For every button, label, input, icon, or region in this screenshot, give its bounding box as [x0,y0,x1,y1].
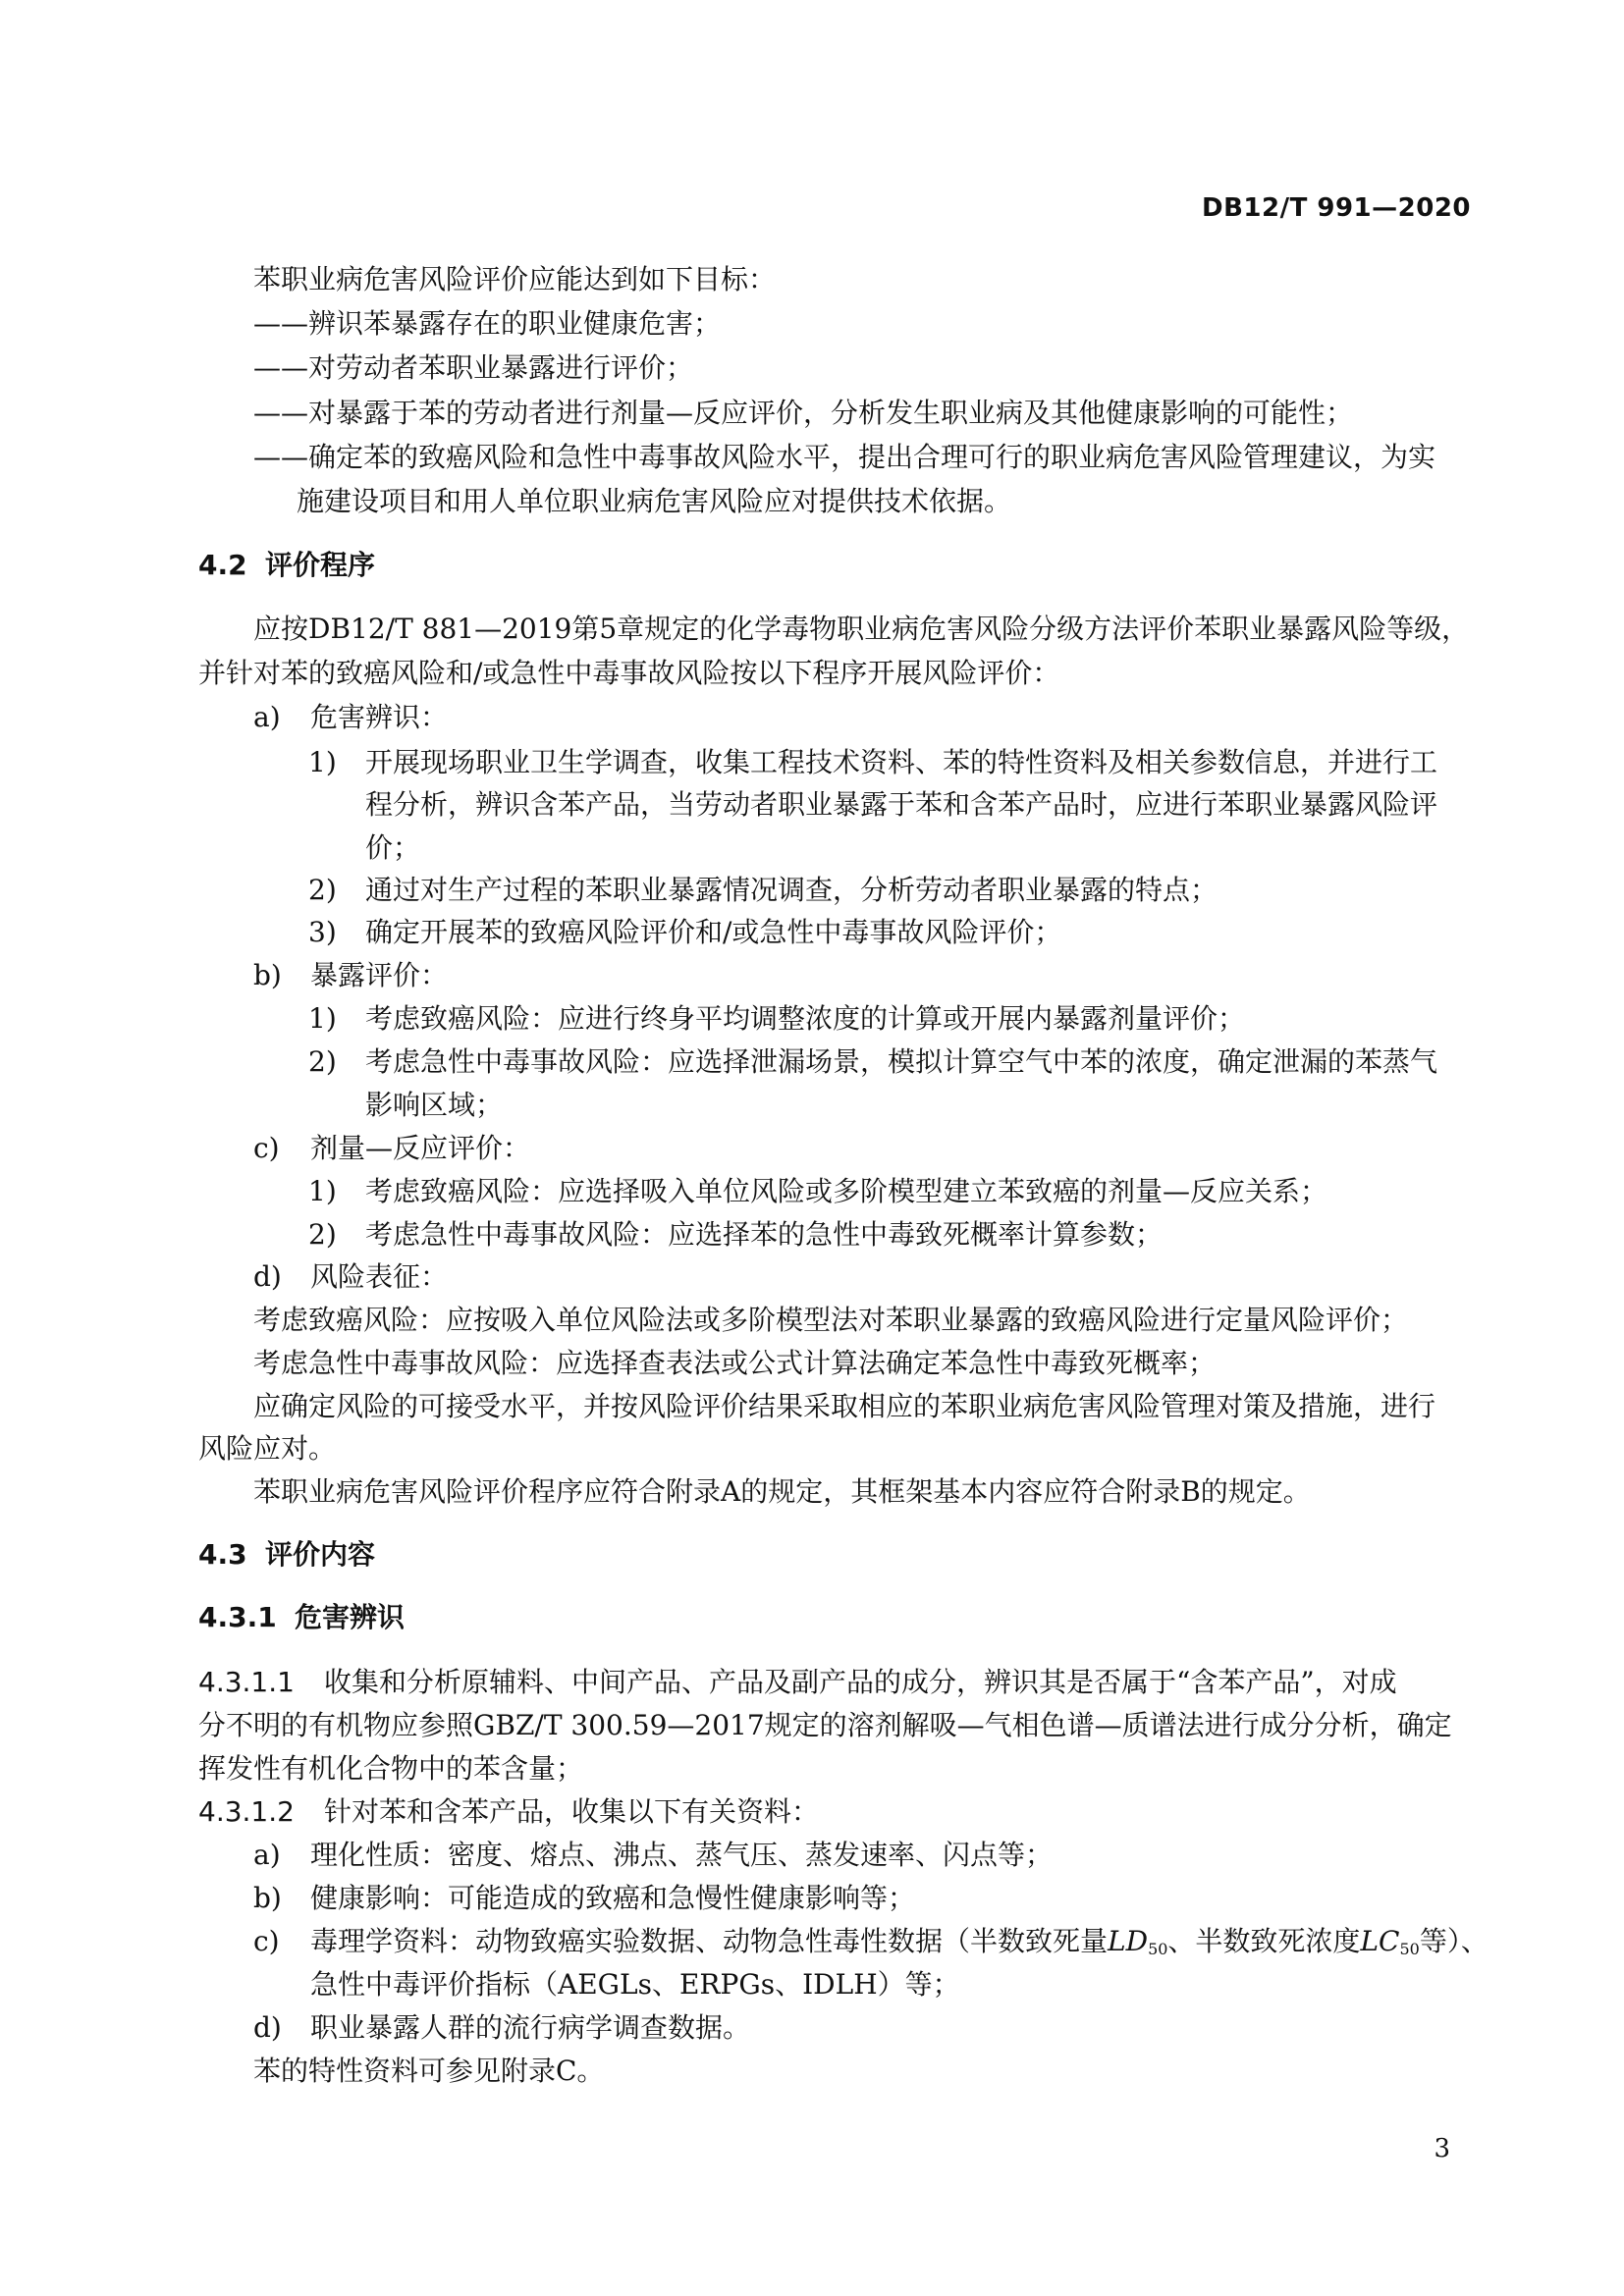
risk-paragraph-2: 考虑急性中毒事故风险：应选择查表法或公式计算法确定苯急性中毒致死概率； [253,1347,1217,1379]
section-4-3-heading [198,1535,375,1575]
page-number: 3 [1434,2134,1450,2163]
list-label: c) [253,1925,280,1957]
list-subitem [308,999,1245,1039]
list-label: d) [253,2011,282,2044]
list-item-text: 、半数致死浓度 [1167,1925,1361,1957]
clause-4-3-1-1-continued: 分不明的有机物应参照GBZ/T 300.59—2017规定的溶剂解吸—气相色谱—质谱法进行成分分析，确定 [198,1709,1452,1741]
list-item-text: 理化性质：密度、熔点、沸点、蒸气压、蒸发速率、闪点等； [310,1839,1054,1871]
goal-item-4: ——确定苯的致癌风险和急性中毒事故风险水平，提出合理可行的职业病危害风险管理建议，为实 [253,441,1436,473]
section-title: 评价程序 [265,549,376,581]
section-title: 危害辨识 [295,1601,406,1633]
data-item-a [253,1836,1053,1875]
list-item-d [253,1257,448,1297]
list-subitem-text: 考虑急性中毒事故风险：应选择苯的急性中毒致死概率计算参数； [365,1218,1164,1251]
clause-number: 4.3.1.1 [198,1666,295,1698]
data-item-c-continued: 急性中毒评价指标（AEGLs、ERPGs、IDLH）等； [310,1968,960,2001]
list-sublabel: 1) [308,1175,337,1207]
goal-item-4-continued: 施建设项目和用人单位职业病危害风险应对提供技术依据。 [297,485,1012,517]
clause-4-3-1-1 [198,1663,1397,1702]
list-item-title: 暴露评价： [310,959,449,991]
list-sublabel: 1) [308,1002,337,1035]
goals-intro: 苯职业病危害风险评价应能达到如下目标： [253,263,777,295]
list-sublabel: 2) [308,1218,337,1251]
list-subitem [308,1215,1163,1255]
section-number: 4.3 [198,1538,247,1571]
list-subitem-text: 考虑致癌风险：应进行终身平均调整浓度的计算或开展内暴露剂量评价； [365,1002,1246,1035]
list-subitem-continued: 程分析，辨识含苯产品，当劳动者职业暴露于苯和含苯产品时，应进行苯职业暴露风险评 [365,788,1438,821]
list-subitem-text: 通过对生产过程的苯职业暴露情况调查，分析劳动者职业暴露的特点； [365,874,1218,906]
list-sublabel: 2) [308,1045,337,1078]
clause-4-3-1-2 [198,1792,819,1832]
s42-intro-line-1: 应按DB12/T 881—2019第5章规定的化学毒物职业病危害风险分级方法评价苯职业暴露风险等级， [253,613,1470,645]
list-label: b) [253,959,282,991]
list-subitem-text: 考虑致癌风险：应选择吸入单位风险或多阶模型建立苯致癌的剂量—反应关系； [365,1175,1328,1207]
list-sublabel: 3) [308,916,337,948]
section-title: 评价内容 [265,1538,376,1571]
list-label: b) [253,1882,282,1914]
list-item-text: 职业暴露人群的流行病学调查数据。 [310,2011,751,2044]
list-item-title: 风险表征： [310,1260,449,1293]
clause-number: 4.3.1.2 [198,1795,295,1828]
s431-closing: 苯的特性资料可参见附录C。 [253,2055,605,2087]
list-label: a) [253,701,281,733]
ld-subscript: 50 [1148,1940,1168,1958]
list-item-a [253,698,448,737]
section-number: 4.3.1 [198,1601,277,1633]
risk-paragraph-3-continued: 风险应对。 [198,1432,337,1465]
goal-item-2: ——对劳动者苯职业暴露进行评价； [253,351,694,384]
list-item-c [253,1129,530,1168]
risk-paragraph-3: 应确定风险的可接受水平，并按风险评价结果采取相应的苯职业病危害风险管理对策及措施，进行 [253,1390,1436,1422]
list-subitem [308,1172,1327,1211]
list-subitem [308,913,1061,952]
list-subitem-continued: 价； [365,831,421,864]
clause-text: 针对苯和含苯产品，收集以下有关资料： [324,1795,820,1828]
list-subitem-text: 确定开展苯的致癌风险评价和/或急性中毒事故风险评价； [365,916,1062,948]
list-subitem-text: 开展现场职业卫生学调查，收集工程技术资料、苯的特性资料及相关参数信息，并进行工 [365,746,1438,778]
list-item-b [253,956,448,995]
clause-text: 收集和分析原辅料、中间产品、产品及副产品的成分，辨识其是否属于“含苯产品”，对成 [324,1666,1397,1698]
list-sublabel: 1) [308,746,337,778]
list-subitem [308,1042,1437,1082]
data-item-c [253,1922,1489,1969]
list-subitem-continued: 影响区域； [365,1089,504,1121]
list-item-text: 健康影响：可能造成的致癌和急慢性健康影响等； [310,1882,916,1914]
list-item-title: 剂量—反应评价： [310,1132,531,1164]
list-label: a) [253,1839,281,1871]
risk-paragraph-1: 考虑致癌风险：应按吸入单位风险法或多阶模型法对苯职业暴露的致癌风险进行定量风险评价； [253,1304,1409,1336]
list-subitem [308,743,1437,782]
data-item-d [253,2008,750,2048]
goal-item-1: ——辨识苯暴露存在的职业健康危害； [253,307,722,340]
lc-subscript: 50 [1399,1940,1420,1958]
list-subitem-text: 考虑急性中毒事故风险：应选择泄漏场景，模拟计算空气中苯的浓度，确定泄漏的苯蒸气 [365,1045,1438,1078]
list-label: d) [253,1260,282,1293]
ld-symbol: LD [1108,1925,1149,1957]
s42-closing: 苯职业病危害风险评价程序应符合附录A的规定，其框架基本内容应符合附录B的规定。 [253,1475,1311,1508]
section-4-3-1-heading [198,1598,405,1637]
lc-symbol: LC [1360,1925,1400,1957]
s42-intro-line-2: 并针对苯的致癌风险和/或急性中毒事故风险按以下程序开展风险评价： [198,657,1060,689]
data-item-b [253,1879,915,1918]
list-item-text: 等）、 [1419,1925,1489,1957]
clause-4-3-1-1-continued: 挥发性有机化合物中的苯含量； [198,1752,584,1785]
section-4-2-heading [198,546,375,585]
section-number: 4.2 [198,549,247,581]
list-item-text: 毒理学资料：动物致癌实验数据、动物急性毒性数据（半数致死量 [310,1925,1109,1957]
goal-item-3: ——对暴露于苯的劳动者进行剂量—反应评价，分析发生职业病及其他健康影响的可能性； [253,397,1354,429]
list-item-title: 危害辨识： [310,701,449,733]
list-sublabel: 2) [308,874,337,906]
document-code-header: DB12/T 991—2020 [1202,193,1471,223]
list-label: c) [253,1132,280,1164]
list-subitem [308,871,1218,910]
